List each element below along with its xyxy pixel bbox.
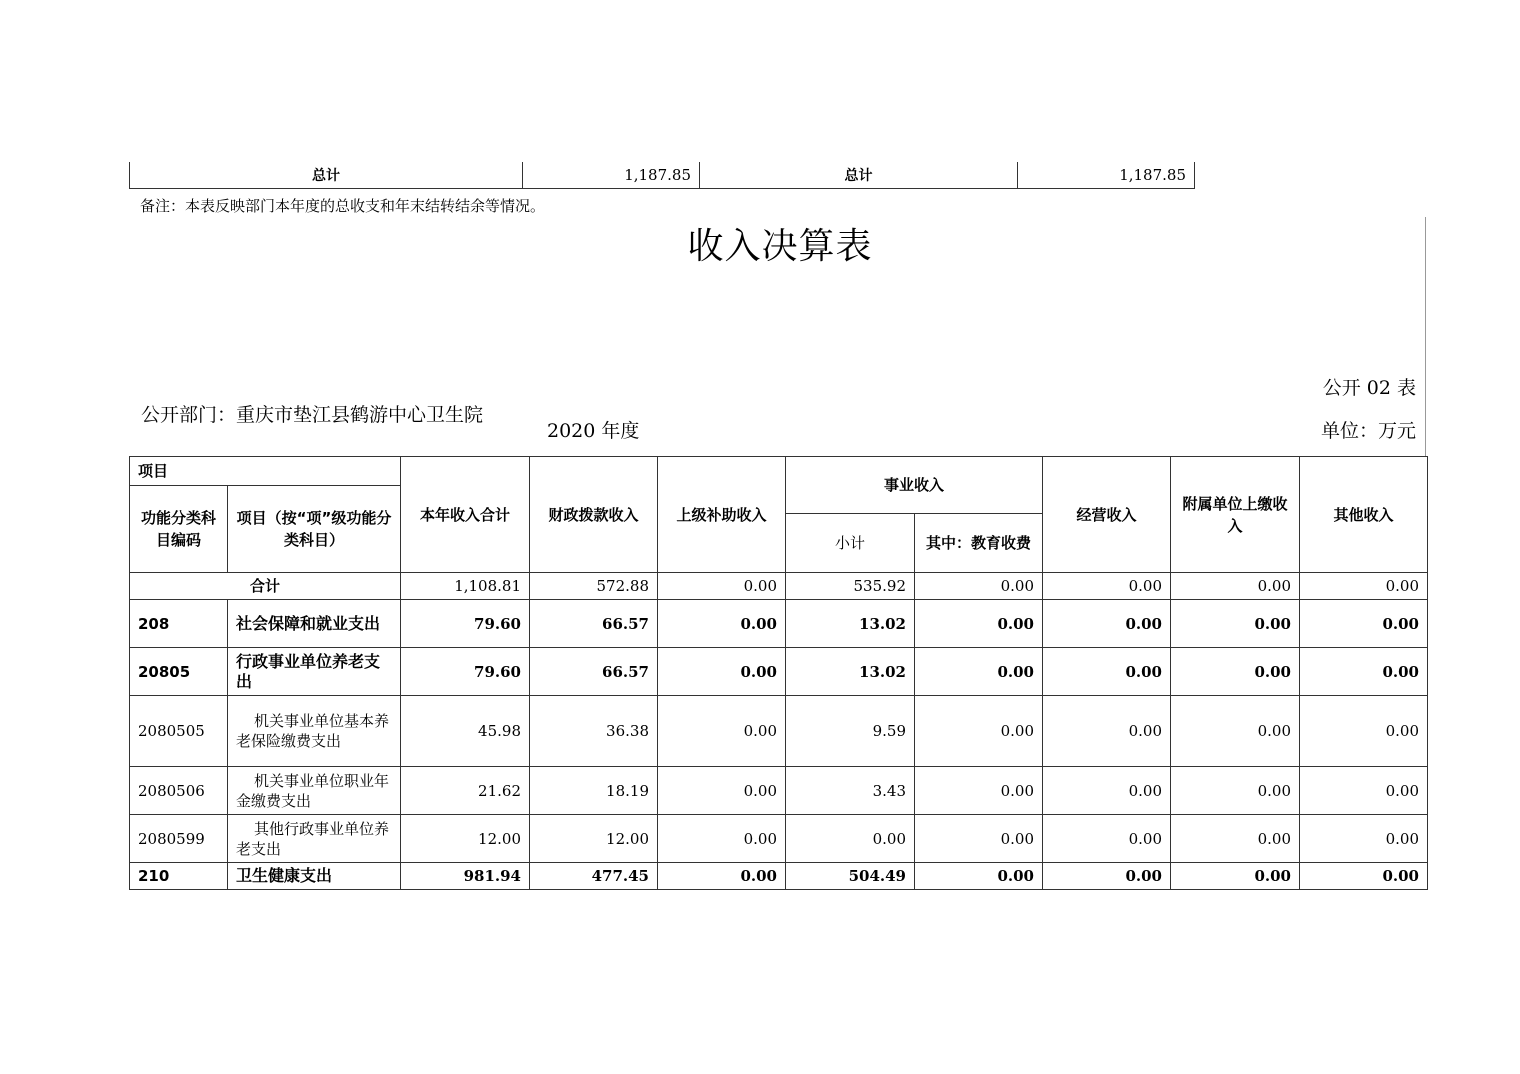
right-total-value: 1,187.85 [1018, 162, 1195, 188]
table-row [130, 600, 1428, 648]
row-value: 79.60 [401, 648, 530, 696]
header-operating: 经营收入 [1043, 457, 1171, 573]
row-value: 0.00 [1043, 863, 1171, 890]
row-code: 2080506 [130, 767, 228, 815]
row-value: 0.00 [1043, 767, 1171, 815]
row-value: 0.00 [658, 767, 786, 815]
header-superior: 上级补助收入 [658, 457, 786, 573]
row-name: 行政事业单位养老支出 [228, 648, 401, 696]
grand-total-value: 572.88 [530, 573, 658, 600]
row-value: 0.00 [1043, 648, 1171, 696]
income-table [129, 456, 1428, 890]
grand-total-label: 合计 [130, 573, 401, 600]
table-row [130, 648, 1428, 696]
row-value: 0.00 [915, 600, 1043, 648]
header-item: 项目 [130, 457, 401, 486]
row-value: 0.00 [1171, 696, 1300, 767]
row-value: 0.00 [1171, 600, 1300, 648]
grand-total-value: 0.00 [1043, 573, 1171, 600]
row-value: 3.43 [786, 767, 915, 815]
row-code: 208 [130, 600, 228, 648]
row-value: 12.00 [530, 815, 658, 863]
grand-total-value: 535.92 [786, 573, 915, 600]
row-code: 20805 [130, 648, 228, 696]
table-row [130, 815, 1428, 863]
row-code: 210 [130, 863, 228, 890]
unit-label: 单位：万元 [1320, 420, 1416, 442]
row-value: 0.00 [1171, 767, 1300, 815]
row-value: 0.00 [658, 648, 786, 696]
row-value: 0.00 [1300, 863, 1428, 890]
table-row [130, 696, 1428, 767]
row-code: 2080505 [130, 696, 228, 767]
row-value: 0.00 [915, 696, 1043, 767]
fiscal-year: 2020 年度 [547, 420, 640, 442]
grand-total-value: 0.00 [1300, 573, 1428, 600]
table-note: 备注：本表反映部门本年度的总收支和年末结转结余等情况。 [140, 197, 546, 215]
header-name: 项目（按“项”级功能分类科目） [228, 486, 401, 573]
previous-table-total-row [129, 162, 1195, 189]
header-edu: 其中：教育收费 [915, 514, 1043, 573]
row-value: 66.57 [530, 648, 658, 696]
department-label: 公开部门：重庆市垫江县鹤游中心卫生院 [141, 404, 484, 426]
table-row [130, 863, 1428, 890]
row-value: 0.00 [1043, 696, 1171, 767]
row-value: 0.00 [1300, 815, 1428, 863]
row-value: 0.00 [658, 600, 786, 648]
grand-total-value: 1,108.81 [401, 573, 530, 600]
row-value: 13.02 [786, 648, 915, 696]
row-name: 机关事业单位基本养老保险缴费支出 [228, 696, 401, 767]
row-value: 12.00 [401, 815, 530, 863]
header-code: 功能分类科目编码 [130, 486, 228, 573]
header-business: 事业收入 [786, 457, 1043, 514]
row-value: 21.62 [401, 767, 530, 815]
row-value: 18.19 [530, 767, 658, 815]
row-value: 981.94 [401, 863, 530, 890]
row-value: 0.00 [1300, 648, 1428, 696]
row-value: 0.00 [1300, 767, 1428, 815]
row-value: 0.00 [1171, 648, 1300, 696]
row-value: 0.00 [1171, 815, 1300, 863]
left-total-label: 总计 [130, 162, 523, 188]
row-value: 0.00 [658, 815, 786, 863]
header-fiscal: 财政拨款收入 [530, 457, 658, 573]
grand-total-value: 0.00 [1171, 573, 1300, 600]
header-total: 本年收入合计 [401, 457, 530, 573]
row-name: 其他行政事业单位养老支出 [228, 815, 401, 863]
table-row [130, 767, 1428, 815]
row-value: 0.00 [1043, 815, 1171, 863]
header-affiliated: 附属单位上缴收入 [1171, 457, 1300, 573]
row-value: 0.00 [915, 863, 1043, 890]
row-value: 0.00 [1043, 600, 1171, 648]
row-value: 0.00 [786, 815, 915, 863]
grand-total-row [130, 573, 1428, 600]
row-name: 社会保障和就业支出 [228, 600, 401, 648]
grand-total-value: 0.00 [658, 573, 786, 600]
row-value: 45.98 [401, 696, 530, 767]
row-code: 2080599 [130, 815, 228, 863]
row-value: 0.00 [915, 767, 1043, 815]
page-title: 收入决算表 [687, 226, 873, 267]
row-value: 79.60 [401, 600, 530, 648]
row-value: 0.00 [1171, 863, 1300, 890]
row-value: 13.02 [786, 600, 915, 648]
form-number: 公开 02 表 [1322, 377, 1416, 399]
row-value: 0.00 [915, 815, 1043, 863]
row-value: 0.00 [658, 863, 786, 890]
row-value: 0.00 [1300, 696, 1428, 767]
header-row-1 [130, 457, 1428, 486]
row-value: 66.57 [530, 600, 658, 648]
row-value: 9.59 [786, 696, 915, 767]
row-value: 0.00 [1300, 600, 1428, 648]
row-name: 卫生健康支出 [228, 863, 401, 890]
grand-total-value: 0.00 [915, 573, 1043, 600]
row-value: 477.45 [530, 863, 658, 890]
header-subtotal: 小计 [786, 514, 915, 573]
right-total-label: 总计 [700, 162, 1018, 188]
row-value: 0.00 [658, 696, 786, 767]
row-value: 36.38 [530, 696, 658, 767]
left-total-value: 1,187.85 [523, 162, 700, 188]
header-other: 其他收入 [1300, 457, 1428, 573]
row-value: 0.00 [915, 648, 1043, 696]
row-value: 504.49 [786, 863, 915, 890]
total-row [130, 162, 1195, 188]
row-name: 机关事业单位职业年金缴费支出 [228, 767, 401, 815]
